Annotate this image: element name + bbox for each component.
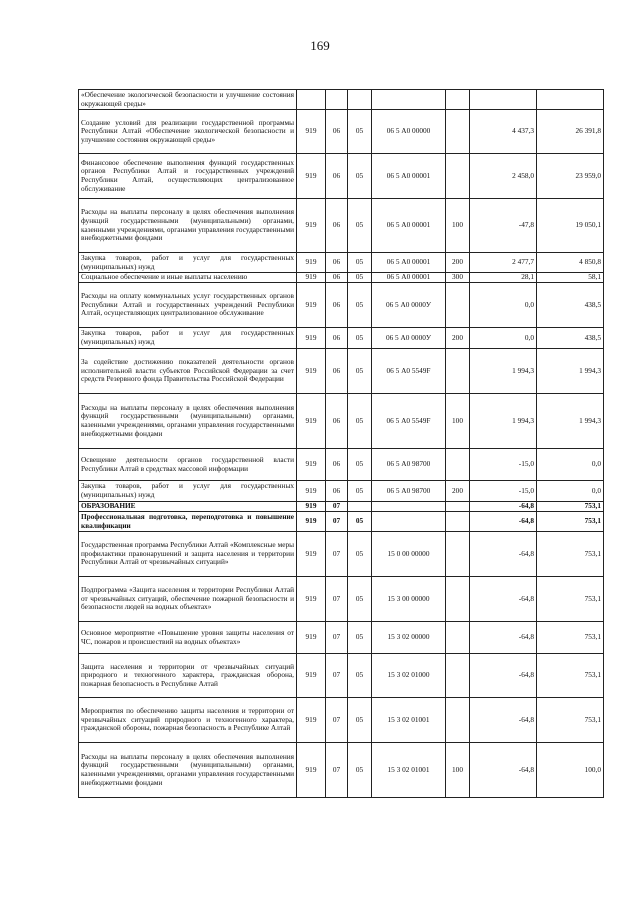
amount-change: -15,0 [470,481,537,502]
target-article-code: 06 5 А0 00000 [372,110,446,154]
ministry-code: 919 [297,110,326,154]
expense-type-code: 200 [446,328,470,349]
section-code: 06 [326,253,348,273]
ministry-code: 919 [297,199,326,253]
section-code: 06 [326,328,348,349]
section-code: 07 [326,577,348,622]
table-row [79,328,604,349]
row-name: Закупка товаров, работ и услуг для государственных (муниципальных) нужд [79,481,297,502]
amount-total: 26 391,8 [537,110,604,154]
subsection-code: 05 [348,283,372,328]
subsection-code: 05 [348,532,372,577]
amount-total: 753,1 [537,654,604,698]
row-name: Социальное обеспечение и иные выплаты населению [79,273,297,283]
expense-type-code [446,577,470,622]
ministry-code: 919 [297,577,326,622]
table-row [79,349,604,394]
ministry-code: 919 [297,328,326,349]
amount-total: 19 050,1 [537,199,604,253]
amount-total: 1 994,3 [537,394,604,449]
table-row [79,577,604,622]
table-row [79,502,604,512]
amount-total: 438,5 [537,328,604,349]
amount-total: 23 959,0 [537,154,604,199]
amount-change: -64,8 [470,743,537,798]
target-article-code: 06 5 А0 5549F [372,394,446,449]
section-code: 07 [326,622,348,654]
expense-type-code [446,154,470,199]
page-number: 169 [310,38,330,53]
expense-type-code [446,654,470,698]
ministry-code: 919 [297,698,326,743]
row-name: Подпрограмма «Защита населения и территории Республики Алтай от чрезвычайных ситуаций, обеспечение пожарной безопасности и безопасности людей на водных объектах» [79,577,297,622]
expense-type-code: 100 [446,394,470,449]
ministry-code: 919 [297,622,326,654]
amount-change: -15,0 [470,449,537,481]
ministry-code: 919 [297,394,326,449]
amount-change: -64,8 [470,532,537,577]
amount-change: 0,0 [470,328,537,349]
expense-type-code [446,698,470,743]
section-code: 07 [326,512,348,532]
expense-type-code: 100 [446,199,470,253]
subsection-code: 05 [348,512,372,532]
amount-change: 0,0 [470,283,537,328]
target-article-code [372,90,446,110]
row-name: Защита населения и территории от чрезвычайных ситуаций природного и техногенного характера, гражданская оборона, пожарная безопасность в Республике Алтай [79,654,297,698]
target-article-code: 06 5 А0 00001 [372,154,446,199]
table-row [79,90,604,110]
table-row [79,394,604,449]
amount-total: 1 994,3 [537,349,604,394]
target-article-code: 15 0 00 00000 [372,532,446,577]
expense-type-code [446,622,470,654]
target-article-code: 06 5 А0 00001 [372,199,446,253]
section-code: 06 [326,283,348,328]
amount-total: 100,0 [537,743,604,798]
expense-type-code [446,110,470,154]
subsection-code: 05 [348,481,372,502]
amount-total: 0,0 [537,481,604,502]
ministry-code: 919 [297,502,326,512]
row-name: Государственная программа Республики Алтай «Комплексные меры профилактики правонарушений и защита населения и территории Республики Алтай от чрезвычайных ситуаций» [79,532,297,577]
subsection-code: 05 [348,622,372,654]
expense-type-code [446,502,470,512]
amount-change: -64,8 [470,698,537,743]
amount-total: 753,1 [537,502,604,512]
section-code: 06 [326,394,348,449]
section-code: 06 [326,481,348,502]
row-name: Расходы на выплаты персоналу в целях обеспечения выполнения функций государственными (муниципальными) органами, казенными учреждениями, органами управления государственными внебюджетными фондами [79,743,297,798]
target-article-code: 06 5 А0 00001 [372,253,446,273]
section-code: 06 [326,349,348,394]
subsection-code: 05 [348,698,372,743]
section-code: 06 [326,199,348,253]
amount-total [537,90,604,110]
target-article-code: 06 5 А0 0000У [372,328,446,349]
expense-type-code: 200 [446,253,470,273]
amount-total: 753,1 [537,532,604,577]
subsection-code: 05 [348,654,372,698]
target-article-code: 06 5 А0 0000У [372,283,446,328]
subsection-code: 05 [348,743,372,798]
amount-change: -64,8 [470,622,537,654]
expense-type-code [446,349,470,394]
target-article-code: 15 3 02 01000 [372,654,446,698]
target-article-code: 06 5 А0 5549F [372,349,446,394]
subsection-code [348,502,372,512]
ministry-code: 919 [297,481,326,502]
target-article-code: 06 5 А0 00001 [372,273,446,283]
amount-change: -47,8 [470,199,537,253]
section-code: 07 [326,532,348,577]
subsection-code: 05 [348,328,372,349]
expense-type-code: 300 [446,273,470,283]
row-name: Мероприятия по обеспечению защиты населения и территории от чрезвычайных ситуаций природного и техногенного характера, гражданской обороны, пожарная безопасность в Республике Алтай [79,698,297,743]
expense-type-code: 100 [446,743,470,798]
amount-change: -64,8 [470,512,537,532]
table-row [79,481,604,502]
subsection-code: 05 [348,154,372,199]
target-article-code: 15 3 02 01001 [372,698,446,743]
section-code [326,90,348,110]
section-code: 06 [326,273,348,283]
row-name: Закупка товаров, работ и услуг для государственных (муниципальных) нужд [79,328,297,349]
table-row [79,283,604,328]
row-name: За содействие достижению показателей деятельности органов исполнительной власти субъектов Российской Федерации за счет средств Резервного фонда Правительства Российской Федерации [79,349,297,394]
ministry-code: 919 [297,449,326,481]
row-name: Расходы на оплату коммунальных услуг государственных органов Республики Алтай и государственных учреждений Республики Алтай, осуществляющих централизованное обслуживание [79,283,297,328]
amount-change: 1 994,3 [470,394,537,449]
section-code: 07 [326,502,348,512]
table-row [79,743,604,798]
budget-table [78,89,604,798]
row-name: Расходы на выплаты персоналу в целях обеспечения выполнения функций государственными (муниципальными) органами, казенными учреждениями, органами управления государственными внебюджетными фондами [79,199,297,253]
amount-change [470,90,537,110]
target-article-code: 06 5 А0 98700 [372,481,446,502]
table-row [79,253,604,273]
table-row [79,654,604,698]
amount-total: 58,1 [537,273,604,283]
ministry-code: 919 [297,283,326,328]
row-name: Профессиональная подготовка, переподготовка и повышение квалификации [79,512,297,532]
expense-type-code [446,90,470,110]
target-article-code: 15 3 02 00000 [372,622,446,654]
ministry-code: 919 [297,154,326,199]
table-row [79,512,604,532]
amount-change: -64,8 [470,654,537,698]
subsection-code: 05 [348,253,372,273]
target-article-code [372,502,446,512]
subsection-code: 05 [348,449,372,481]
expense-type-code [446,449,470,481]
row-name: Создание условий для реализации государственной программы Республики Алтай «Обеспечение экологической безопасности и улучшение состояния окружающей среды» [79,110,297,154]
row-name: «Обеспечение экологической безопасности и улучшение состояния окружающей среды» [79,90,297,110]
subsection-code [348,90,372,110]
section-code: 07 [326,654,348,698]
expense-type-code [446,532,470,577]
amount-change: 1 994,3 [470,349,537,394]
table-row [79,273,604,283]
ministry-code: 919 [297,349,326,394]
target-article-code: 15 3 00 00000 [372,577,446,622]
section-code: 06 [326,110,348,154]
table-row [79,199,604,253]
amount-total: 753,1 [537,622,604,654]
target-article-code: 15 3 02 01001 [372,743,446,798]
row-name: Расходы на выплаты персоналу в целях обеспечения выполнения функций государственными (муниципальными) органами, казенными учреждениями, органами управления государственными внебюджетными фондами [79,394,297,449]
table-row [79,449,604,481]
row-name: Освещение деятельности органов государственной власти Республики Алтай в средствах массовой информации [79,449,297,481]
ministry-code: 919 [297,512,326,532]
amount-change: 4 437,3 [470,110,537,154]
amount-change: 2 477,7 [470,253,537,273]
table-row [79,698,604,743]
amount-total: 753,1 [537,577,604,622]
row-name: Финансовое обеспечение выполнения функций государственных органов Республики Алтай и государственных учреждений Республики Алтай, осуществляющих централизованное обслуживание [79,154,297,199]
subsection-code: 05 [348,394,372,449]
subsection-code: 05 [348,199,372,253]
row-name: Основное мероприятие «Повышение уровня защиты населения от ЧС, пожаров и происшествий на водных объектах» [79,622,297,654]
expense-type-code [446,512,470,532]
ministry-code: 919 [297,532,326,577]
table-row [79,622,604,654]
amount-change: 2 458,0 [470,154,537,199]
expense-type-code [446,283,470,328]
expense-type-code: 200 [446,481,470,502]
section-code: 07 [326,743,348,798]
amount-total: 0,0 [537,449,604,481]
subsection-code: 05 [348,577,372,622]
ministry-code: 919 [297,253,326,273]
section-code: 06 [326,154,348,199]
amount-change: 28,1 [470,273,537,283]
target-article-code: 06 5 А0 98700 [372,449,446,481]
ministry-code: 919 [297,273,326,283]
amount-change: -64,8 [470,502,537,512]
table-row [79,154,604,199]
section-code: 07 [326,698,348,743]
amount-total: 4 850,8 [537,253,604,273]
amount-total: 753,1 [537,698,604,743]
table-row [79,110,604,154]
row-name: ОБРАЗОВАНИЕ [79,502,297,512]
row-name: Закупка товаров, работ и услуг для государственных (муниципальных) нужд [79,253,297,273]
amount-total: 438,5 [537,283,604,328]
subsection-code: 05 [348,273,372,283]
ministry-code: 919 [297,743,326,798]
amount-change: -64,8 [470,577,537,622]
target-article-code [372,512,446,532]
subsection-code: 05 [348,110,372,154]
budget-table-body [79,90,604,798]
amount-total: 753,1 [537,512,604,532]
subsection-code: 05 [348,349,372,394]
ministry-code: 919 [297,654,326,698]
ministry-code [297,90,326,110]
section-code: 06 [326,449,348,481]
table-row [79,532,604,577]
